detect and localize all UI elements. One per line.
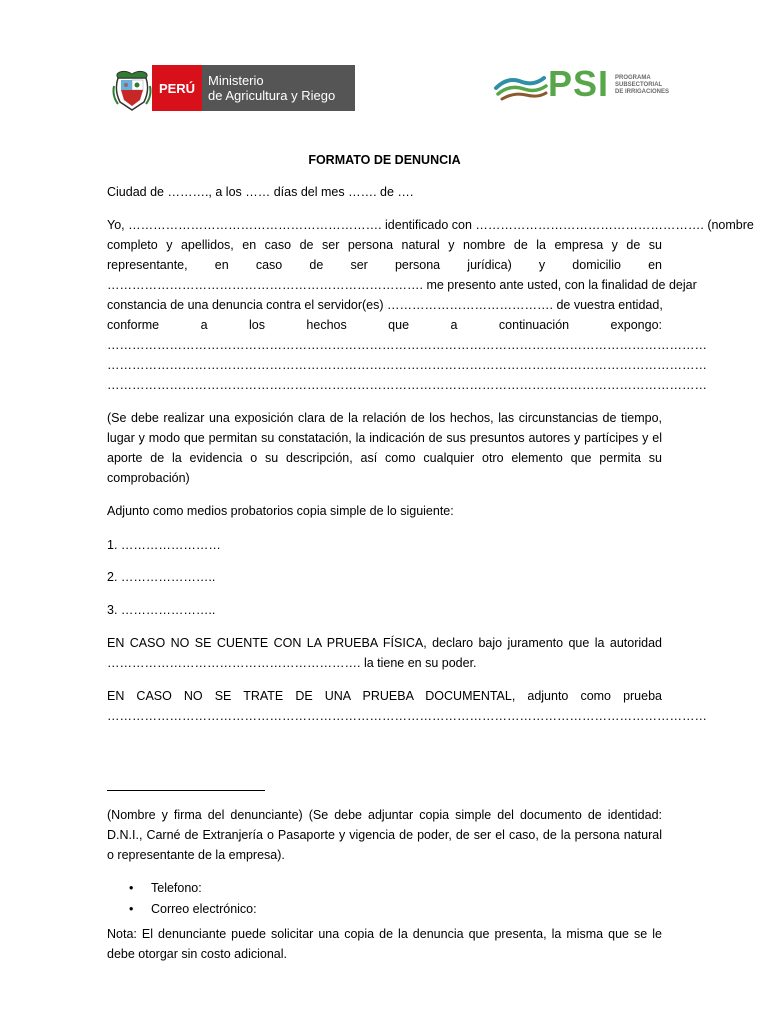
facts-dotted-line-3: ……………………………………………………………………………………………………………………………… [107,378,707,392]
facts-dotted-line-1: ……………………………………………………………………………………………………………………………… [107,338,707,352]
city-date-line: Ciudad de ………., a los …… días del mes ……. de …. [107,185,414,199]
documentary-proof-line-1: EN CASO NO SE TRATE DE UNA PRUEBA DOCUMENTAL, adjunto como prueba [107,689,662,703]
ministry-label [202,65,355,111]
contact-phone: • Telefono: [107,878,662,899]
instructions-paragraph: (Se debe realizar una exposición clara de la relación de los hechos, las circunstancias de tiempo, lugar y modo que permitan su constatación, la indicación de sus presuntos autores y partícipes y el aporte de la evidencia o su descripción, así como cualquier otro elemento que permita su comprobación) [107,411,662,485]
complainant-line-3: representante, en caso de ser persona jurídica) y domicilio en [107,258,662,272]
attachment-item-2: 2. ………………….. [107,570,216,584]
psi-subtitle-line-3: DE IRRIGACIONES [615,89,670,95]
complainant-line-2: completo y apellidos, en caso de ser persona natural y nombre de la empresa y de su [107,238,662,252]
peru-label: PERÚ [152,65,202,111]
complainant-line-5: constancia de una denuncia contra el servidor(es) …………………………………. de vuestra entidad, [107,298,663,312]
contact-list [107,878,662,920]
psi-subtitle-line-2: SUBSECTORIAL [615,82,663,88]
peru-coat-of-arms-icon [112,68,152,112]
documentary-proof-line-2: ……………………………………………………………………………………………………………………………… [107,709,707,723]
documentary-proof-paragraph [107,686,707,726]
signature-instructions: (Nombre y firma del denunciante) (Se debe adjuntar copia simple del documento de identidad: D.N.I., Carné de Extranjería o Pasaporte y vigencia de poder, de ser el caso, de la persona natural o representante de la empresa). [107,808,662,862]
contact-email: • Correo electrónico: [107,899,662,920]
complainant-paragraph [107,215,754,395]
complainant-line-4: …………………………………………………………………. me presento ante usted, con la finalidad de dejar [107,278,697,292]
complainant-line-6: conforme a los hechos que a continuación expongo: [107,318,662,332]
letterhead [0,0,768,140]
note-paragraph: Nota: El denunciante puede solicitar una copia de la denuncia que presenta, la misma que se le debe otorgar sin costo adicional. [107,927,662,961]
physical-proof-paragraph [107,633,662,673]
psi-logo-text: PSI [548,63,610,104]
physical-proof-line-1: EN CASO NO SE CUENTE CON LA PRUEBA FÍSICA, declaro bajo juramento que la autoridad [107,636,662,650]
ministry-line-2: de Agricultura y Riego [208,88,336,103]
attachment-item-1: 1. …………………… [107,538,221,552]
psi-subtitle-line-1: PROGRAMA [615,75,651,81]
attachments-intro: Adjunto como medios probatorios copia simple de lo siguiente: [107,504,454,518]
physical-proof-line-2: ……………………………………………………. la tiene en su poder. [107,656,477,670]
signature-line [107,780,265,791]
psi-subtitle [615,75,669,96]
document-title: FORMATO DE DENUNCIA [308,153,461,167]
facts-dotted-line-2: ……………………………………………………………………………………………………………………………… [107,358,707,372]
ministry-line-1: Ministerio [208,73,264,88]
complainant-line-1: Yo, ……………………………………………………. identificado con ………………………………………………. (nombre [107,218,754,232]
attachment-item-3: 3. ………………….. [107,603,216,617]
